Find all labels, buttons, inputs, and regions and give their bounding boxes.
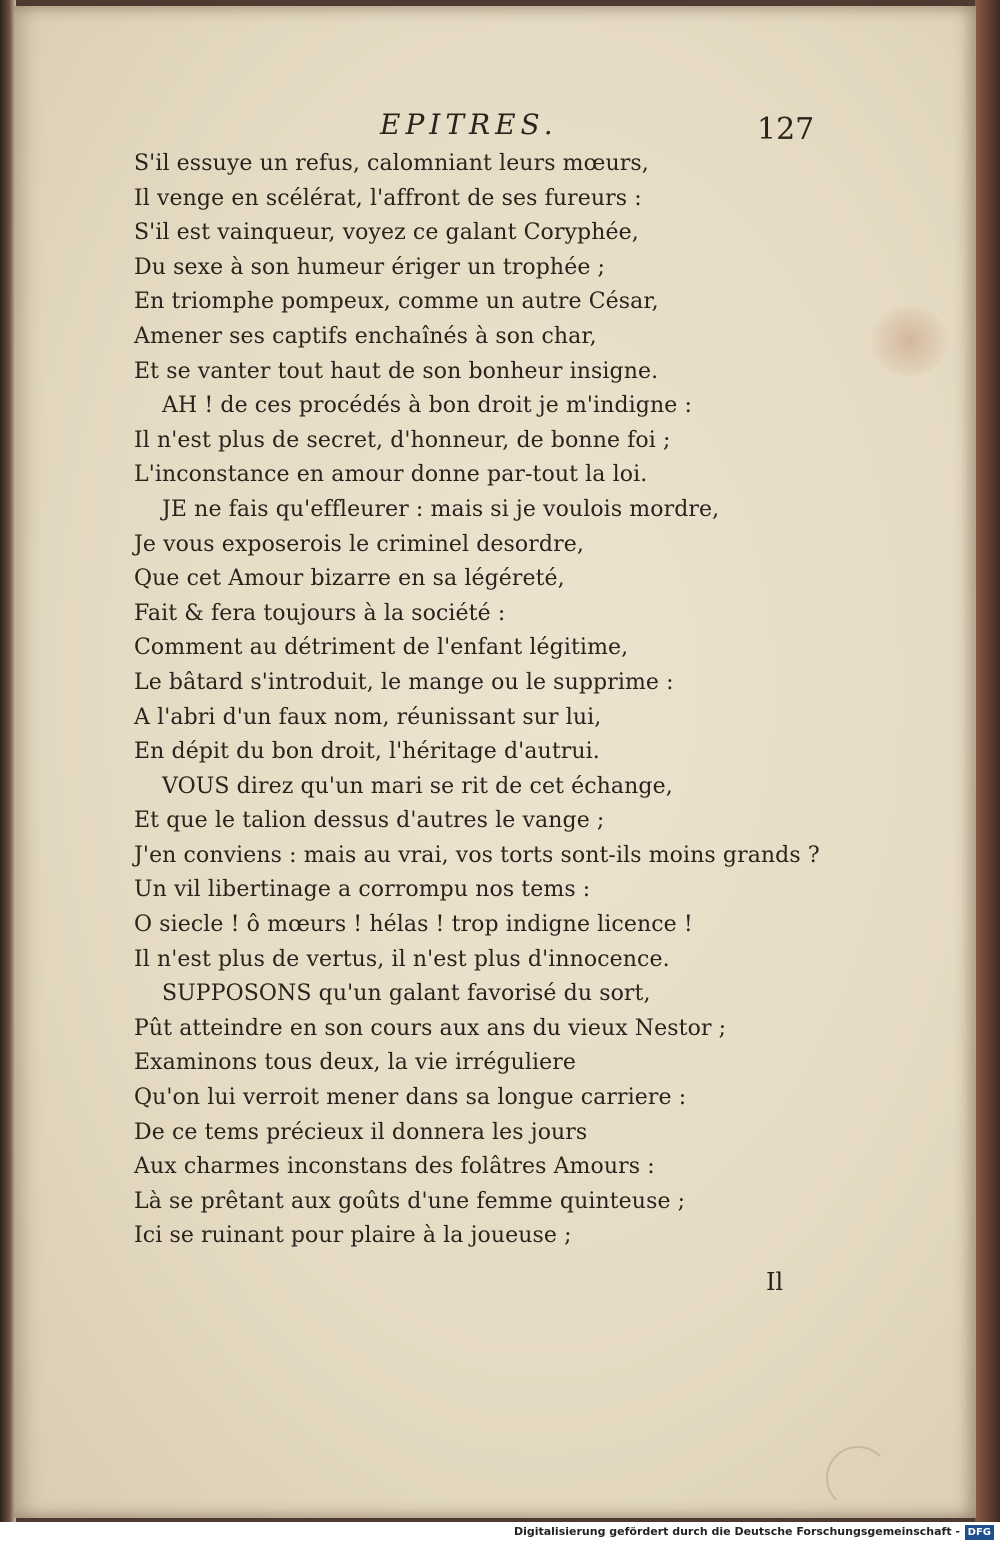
running-header: EPITRES. (380, 108, 558, 141)
catchword: Il (766, 1268, 784, 1296)
verse-line: Comment au détriment de l'enfant légitime, (134, 635, 629, 661)
verse-line: Le bâtard s'introduit, le mange ou le supprime : (134, 669, 674, 695)
verse-line: Et se vanter tout haut de son bonheur insigne. (134, 358, 659, 384)
verse-line: Examinons tous deux, la vie irréguliere (134, 1050, 577, 1076)
verse-line: JE ne fais qu'effleurer : mais si je voulois mordre, (162, 496, 720, 522)
page-stain (869, 306, 949, 376)
digitization-footer (0, 1522, 1000, 1543)
verse-line: Et que le talion dessus d'autres le vange ; (134, 808, 605, 834)
funding-credit: Digitalisierung gefördert durch die Deutsche Forschungsgemeinschaft - (513, 1525, 960, 1538)
verse-line: Amener ses captifs enchaînés à son char, (134, 323, 597, 349)
verse-line: En dépit du bon droit, l'héritage d'autrui. (134, 739, 600, 765)
verse-line: De ce tems précieux il donnera les jours (134, 1119, 588, 1145)
verse-line: Je vous exposerois le criminel desordre, (134, 531, 584, 557)
book-cover-right-edge (975, 0, 1000, 1522)
verse-line: Il n'est plus de vertus, il n'est plus d'innocence. (134, 946, 670, 972)
verse-line: Aux charmes inconstans des folâtres Amours : (134, 1154, 655, 1180)
page-corner-mark (826, 1446, 890, 1510)
verse-line: Fait & fera toujours à la société : (134, 600, 506, 626)
verse-line: Il venge en scélérat, l'affront de ses fureurs : (134, 185, 642, 211)
verse-line: Du sexe à son humeur ériger un trophée ; (134, 254, 606, 280)
verse-line: Un vil libertinage a corrompu nos tems : (134, 877, 591, 903)
verse-line: SUPPOSONS qu'un galant favorisé du sort, (162, 981, 651, 1007)
page-number: 127 (757, 112, 815, 147)
verse-line: En triomphe pompeux, comme un autre César, (134, 289, 659, 315)
verse-line: Là se prêtant aux goûts d'une femme quinteuse ; (134, 1188, 686, 1214)
verse-line: S'il est vainqueur, voyez ce galant Coryphée, (134, 220, 639, 246)
verse-line: Ici se ruinant pour plaire à la joueuse ; (134, 1223, 572, 1249)
verse-line: O siecle ! ô mœurs ! hélas ! trop indigne licence ! (134, 912, 693, 938)
verse-line: AH ! de ces procédés à bon droit je m'indigne : (162, 393, 692, 419)
verse-line: VOUS direz qu'un mari se rit de cet échange, (162, 773, 673, 799)
verse-line: Qu'on lui verroit mener dans sa longue carriere : (134, 1085, 687, 1111)
verse-line: Que cet Amour bizarre en sa légéreté, (134, 566, 565, 592)
verse-line: Pût atteindre en son cours aux ans du vieux Nestor ; (134, 1015, 727, 1041)
verse-line: L'inconstance en amour donne par-tout la loi. (134, 462, 648, 488)
verse-line: A l'abri d'un faux nom, réunissant sur lui, (134, 704, 602, 730)
verse-list (134, 147, 834, 1254)
verse-line: Il n'est plus de secret, d'honneur, de bonne foi ; (134, 427, 671, 453)
dfg-logo-icon: DFG (965, 1525, 994, 1540)
verse-line: J'en conviens : mais au vrai, vos torts sont-ils moins grands ? (134, 842, 820, 868)
verse-line: S'il essuye un refus, calomniant leurs mœurs, (134, 151, 649, 176)
